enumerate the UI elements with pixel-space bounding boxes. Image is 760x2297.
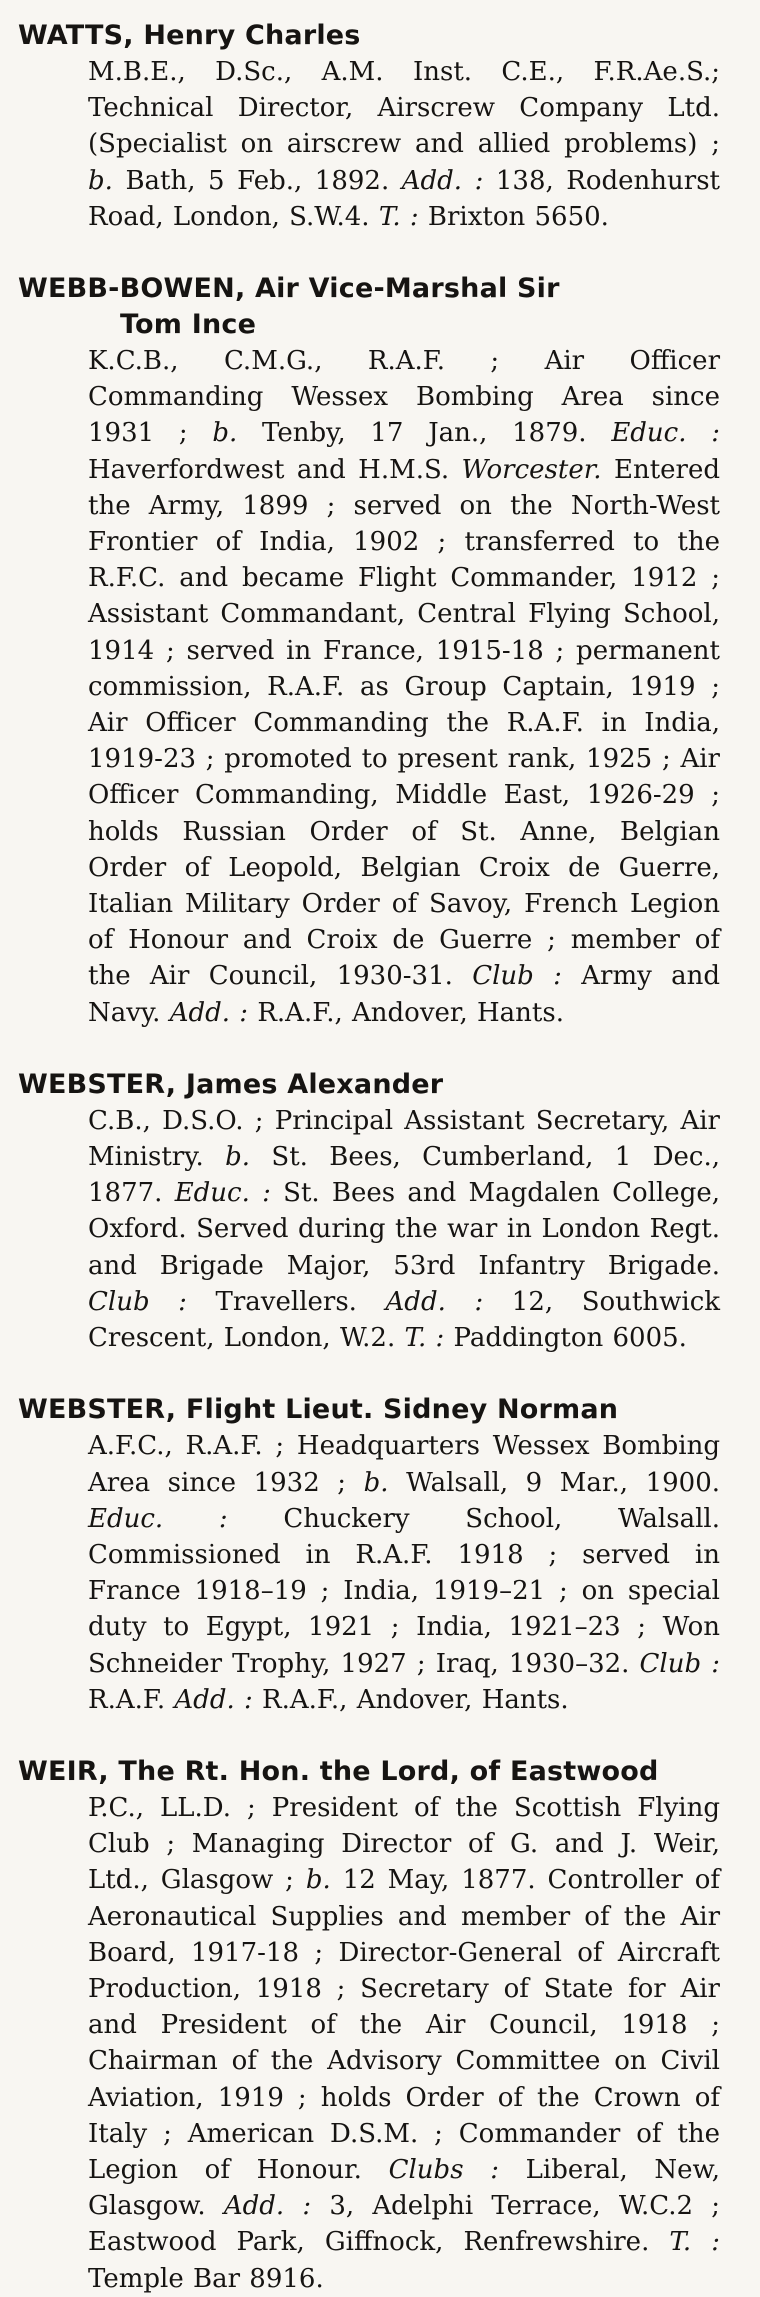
entry-text: 12 May, 1877. Controller of Aeronautical Supplies and member of the Air Board, 1917-18 ; Director-General of Aircraft Production, 1918 ; Secretary of State for Air and President of the Air Council, 1918 ; Chairman of the Advisory Committee on Civil Aviation, 1919 ; holds Order of the Crown of Italy ; American D.S.M. ; Commander of the Legion of Honour.: [88, 1865, 721, 2185]
entry-text: 3, Adelphi Terrace, W.C.2 ; Eastwood Park, Giffnock, Renfrewshire.: [88, 2191, 720, 2258]
entry-field-label: Clubs :: [388, 2154, 499, 2185]
entry-text: Army and Navy.: [88, 961, 720, 1028]
entry-heading: [18, 1067, 720, 1103]
entry-field-label: Worcester.: [461, 454, 602, 485]
entry-field-label: Educ. :: [174, 1178, 271, 1209]
entry-field-label: Club :: [472, 961, 562, 992]
entry-text: A.F.C., R.A.F. ; Headquarters Wessex Bombing Area since 1932 ;: [88, 1431, 720, 1498]
entry-text: Entered the Army, 1899 ; served on the North-West Frontier of India, 1902 ; transferred to the R.F.C. and became Flight Commander, 1912 ; Assistant Commandant, Central Flying School, 1914 ; served in France, 1915-18 ; permanent commission, R.A.F. as Group Captain, 1919 ; Air Officer Commanding the R.A.F. in India, 1919-23 ; promoted to present rank, 1925 ; Air Officer Commanding, Middle East, 1926-29 ; holds Russian Order of St. Anne, Belgian Order of Leopold, Belgian Croix de Guerre, Italian Military Order of Savoy, French Legion of Honour and Croix de Guerre ; member of the Air Council, 1930-31.: [88, 454, 720, 992]
entry-heading: [18, 18, 720, 54]
entry-body: [18, 343, 720, 1031]
entry-name: WATTS, Henry Charles: [18, 20, 361, 51]
entry-webster-sidney: [18, 1392, 720, 1718]
entry-field-label: b.: [363, 1467, 389, 1498]
entry-text: R.A.F., Andover, Hants.: [252, 1684, 569, 1715]
entry-body: [18, 1103, 720, 1356]
entry-field-label: Add. :: [169, 997, 249, 1028]
entry-text: Temple Bar 8916.: [88, 2263, 324, 2294]
entry-field-label: Add. :: [174, 1684, 253, 1715]
entry-weir: [18, 1754, 720, 2297]
entry-heading: [18, 1392, 720, 1428]
entry-name: WEIR, The Rt. Hon. the Lord, of Eastwood: [18, 1755, 659, 1787]
entry-field-label: Educ. :: [88, 1503, 228, 1534]
entry-field-label: b.: [212, 418, 238, 449]
entry-text: Liberal, New, Glasgow.: [88, 2154, 720, 2222]
entry-webb-bowen: [18, 271, 720, 1031]
entry-field-label: Club :: [639, 1648, 720, 1679]
entry-body: [18, 1428, 720, 1718]
entry-name-continued: Tom Ince: [120, 309, 257, 341]
entry-text: R.A.F., Andover, Hants.: [248, 997, 564, 1028]
entry-text: 12, Southwick Crescent, London, W.2.: [88, 1286, 721, 1354]
entry-text: Walsall, 9 Mar., 1900.: [388, 1467, 721, 1498]
entry-text: 138, Rodenhurst Road, London, S.W.4.: [88, 165, 720, 232]
entry-webster-james: [18, 1067, 720, 1356]
entry-field-label: Educ. :: [611, 418, 720, 449]
entry-text: C.B., D.S.O. ; Principal Assistant Secretary, Air Ministry.: [88, 1105, 720, 1173]
entry-text: St. Bees and Magdalen College, Oxford. Served during the war in London Regt. and Brigade Major, 53rd Infantry Brigade.: [88, 1178, 720, 1281]
entry-name: WEBSTER, James Alexander: [18, 1068, 444, 1100]
entry-field-label: T. :: [378, 201, 419, 232]
entry-text: M.B.E., D.Sc., A.M. Inst. C.E., F.R.Ae.S.; Technical Director, Airscrew Company Ltd. (Specialist on airscrew and allied problems) ;: [88, 57, 720, 160]
entry-text: Paddington 6005.: [444, 1323, 687, 1354]
entry-field-label: T. :: [669, 2227, 721, 2258]
entry-body: [18, 1790, 720, 2297]
entry-field-label: Add. :: [401, 165, 484, 196]
entry-field-label: b.: [225, 1142, 251, 1173]
entry-name: WEBB-BOWEN, Air Vice-Marshal Sir: [18, 273, 560, 305]
entry-field-label: Club :: [88, 1286, 187, 1317]
entry-text: Tenby, 17 Jan., 1879.: [237, 418, 612, 449]
entry-heading: [18, 1754, 720, 1790]
entry-text: P.C., LL.D. ; President of the Scottish Flying Club ; Managing Director of G. and J. Weir, Ltd., Glasgow ;: [88, 1792, 720, 1896]
entry-field-label: T. :: [404, 1323, 445, 1354]
entry-text: K.C.B., C.M.G., R.A.F. ; Air Officer Commanding Wessex Bombing Area since 1931 ;: [88, 346, 720, 449]
entry-text: Haverfordwest and H.M.S.: [88, 454, 462, 485]
entry-watts: [18, 18, 720, 235]
entry-name: WEBSTER, Flight Lieut. Sidney Norman: [18, 1394, 619, 1426]
entry-field-label: b.: [305, 1865, 331, 1896]
entry-text: Chuckery School, Walsall. Commissioned in R.A.F. 1918 ; served in France 1918–19 ; India, 1919–21 ; on special duty to Egypt, 1921 ; India, 1921–23 ; Won Schneider Trophy, 1927 ; Iraq, 1930–32.: [88, 1503, 720, 1679]
entry-field-label: Add. :: [385, 1286, 484, 1317]
entry-text: Brixton 5650.: [418, 201, 609, 232]
entry-field-label: b.: [88, 165, 113, 196]
entry-text: Bath, 5 Feb., 1892.: [112, 165, 402, 196]
entry-heading: [18, 271, 720, 343]
entry-text: R.A.F.: [88, 1684, 175, 1715]
entry-text: Travellers.: [186, 1286, 386, 1317]
entry-field-label: Add. :: [223, 2191, 312, 2222]
entry-body: [18, 54, 720, 235]
entry-text: St. Bees, Cumberland, 1 Dec., 1877.: [88, 1142, 721, 1209]
